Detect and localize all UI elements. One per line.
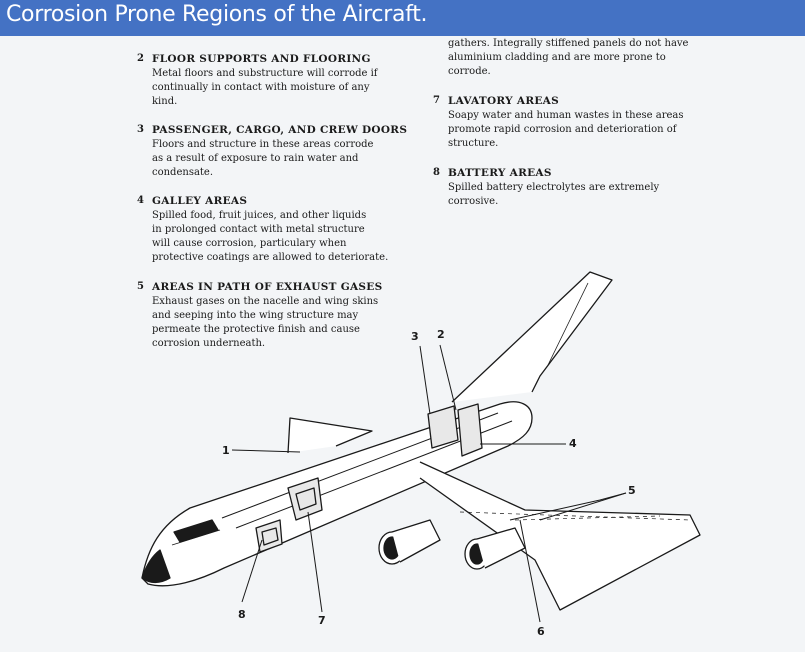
lower-wing bbox=[420, 462, 700, 610]
slide-title: Corrosion Prone Regions of the Aircraft. bbox=[6, 2, 428, 27]
section-heading: LAVATORY AREAS bbox=[448, 95, 559, 107]
section-line: corrosion underneath. bbox=[152, 338, 266, 349]
section-heading: FLOOR SUPPORTS AND FLOORING bbox=[152, 53, 371, 65]
section-line: in prolonged contact with metal structure bbox=[152, 224, 365, 235]
section-line: will cause corrosion, particulary when bbox=[152, 238, 347, 249]
section-number: 3 bbox=[137, 124, 144, 135]
section-number: 8 bbox=[433, 167, 440, 178]
section-line: Metal floors and substructure will corrode if bbox=[152, 68, 378, 79]
callout-3: 3 bbox=[411, 330, 419, 343]
continued-line: aluminium cladding and are more prone to bbox=[448, 52, 666, 63]
continued-line: corrode. bbox=[448, 66, 491, 77]
callout-6: 6 bbox=[537, 625, 545, 638]
section-line: kind. bbox=[152, 96, 178, 107]
section-line: Spilled food, fruit juices, and other liquids bbox=[152, 210, 367, 221]
section-line: continually in contact with moisture of any bbox=[152, 82, 370, 93]
section-line: promote rapid corrosion and deterioration of bbox=[448, 124, 677, 135]
section-heading: PASSENGER, CARGO, AND CREW DOORS bbox=[152, 124, 408, 136]
section-number: 7 bbox=[433, 95, 440, 106]
callout-1: 1 bbox=[222, 444, 230, 457]
section-number: 5 bbox=[137, 281, 144, 292]
section-line: condensate. bbox=[152, 167, 214, 178]
engine-inboard bbox=[379, 520, 440, 564]
callout-2: 2 bbox=[437, 328, 445, 341]
section-line: structure. bbox=[448, 138, 499, 149]
callout-7: 7 bbox=[318, 614, 326, 627]
section-heading: GALLEY AREAS bbox=[152, 195, 248, 207]
engine-outboard bbox=[465, 528, 525, 569]
continued-line: gathers. Integrally stiffened panels do not have bbox=[448, 38, 689, 49]
section-line: corrosive. bbox=[448, 196, 499, 207]
callout-4: 4 bbox=[569, 437, 577, 450]
callout-5: 5 bbox=[628, 484, 636, 497]
section-heading: BATTERY AREAS bbox=[448, 167, 552, 179]
section-line: Soapy water and human wastes in these areas bbox=[448, 110, 684, 121]
section-number: 2 bbox=[137, 53, 144, 64]
section-number: 4 bbox=[137, 195, 144, 206]
tail-fin bbox=[288, 418, 372, 453]
section-line: permeate the protective finish and cause bbox=[152, 324, 360, 335]
section-line: protective coatings are allowed to deteriorate. bbox=[152, 252, 389, 263]
section-line: Floors and structure in these areas corrode bbox=[152, 139, 374, 150]
section-line: Spilled battery electrolytes are extremely bbox=[448, 182, 660, 193]
callout-8: 8 bbox=[238, 608, 246, 621]
section-line: as a result of exposure to rain water and bbox=[152, 153, 359, 164]
section-line: and seeping into the wing structure may bbox=[152, 310, 359, 321]
section-heading: AREAS IN PATH OF EXHAUST GASES bbox=[152, 281, 383, 293]
section-line: Exhaust gases on the nacelle and wing skins bbox=[152, 296, 379, 307]
upper-wing bbox=[452, 272, 612, 402]
